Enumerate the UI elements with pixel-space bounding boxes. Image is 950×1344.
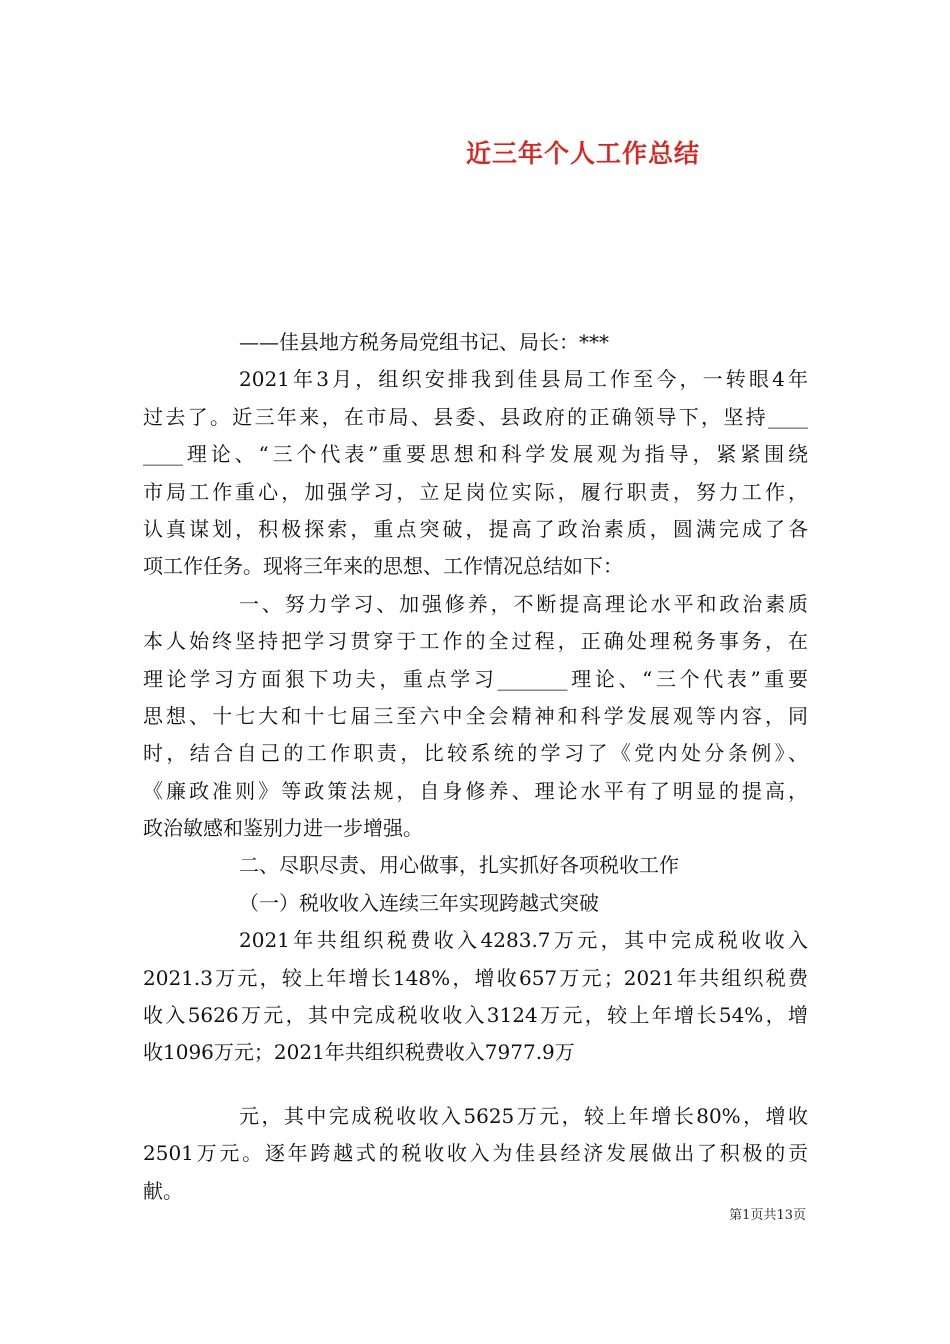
text-line: 收1096万元；2021年共组织税费收入7977.9万 (143, 1040, 575, 1065)
text-line: 《廉政准则》等政策法规，自身修养、理论水平有了明显的提高， (143, 778, 808, 803)
text-line: 2021年共组织税费收入4283.7万元，其中完成税收收入 (239, 928, 808, 953)
text-line: 2501万元。逐年跨越式的税收收入为佳县经济发展做出了积极的贡 (143, 1141, 808, 1166)
page-number: 第1页共13页 (729, 1208, 806, 1223)
document-title-text: 近三年个人工作总结 (465, 139, 700, 168)
text-line: 本人始终坚持把学习贯穿于工作的全过程，正确处理税务事务，在 (143, 629, 808, 654)
author-line: ——佳县地方税务局党组书记、局长：*** (239, 330, 609, 354)
text-line: 献。 (143, 1178, 183, 1203)
text-line: 2021年3月，组织安排我到佳县局工作至今，一转眼4年 (239, 367, 808, 392)
text-line: 市局工作重心，加强学习，立足岗位实际，履行职责，努力工作， (143, 479, 808, 504)
document-title (0, 134, 950, 170)
body-paragraphs-continued (143, 1098, 808, 1210)
text-line: （一）税收收入连续三年实现跨越式突破 (239, 890, 599, 915)
text-line: 元，其中完成税收收入5625万元，较上年增长80%，增收 (239, 1103, 808, 1128)
text-line: 政治敏感和鉴别力进一步增强。 (143, 816, 423, 841)
text-line: 过去了。近三年来，在市局、县委、县政府的正确领导下，坚持____ (143, 404, 808, 429)
text-line: 2021.3万元，较上年增长148%，增收657万元；2021年共组织税费 (143, 965, 808, 990)
paragraph-gap (143, 1072, 808, 1098)
text-line: 思想、十七大和十七届三至六中全会精神和科学发展观等内容，同 (143, 703, 808, 728)
body-paragraphs (143, 361, 808, 1071)
text-line: 二、尽职尽责、用心做事，扎实抓好各项税收工作 (239, 853, 679, 878)
text-line: 一、努力学习、加强修养，不断提高理论水平和政治素质 (239, 591, 808, 616)
text-line: 收入5626万元，其中完成税收收入3124万元，较上年增长54%，增 (143, 1003, 808, 1028)
text-line: 认真谋划，积极探索，重点突破，提高了政治素质，圆满完成了各 (143, 516, 808, 541)
document-body (143, 324, 808, 1210)
text-line: 理论学习方面狠下功夫，重点学习_______理论、“三个代表”重要 (143, 666, 808, 691)
text-line: 时，结合自己的工作职责，比较系统的学习了《党内处分条例》、 (143, 741, 808, 766)
text-line: 项工作任务。现将三年来的思想、工作情况总结如下： (143, 554, 623, 579)
text-line: ____理论、“三个代表”重要思想和科学发展观为指导，紧紧围绕 (143, 442, 808, 467)
